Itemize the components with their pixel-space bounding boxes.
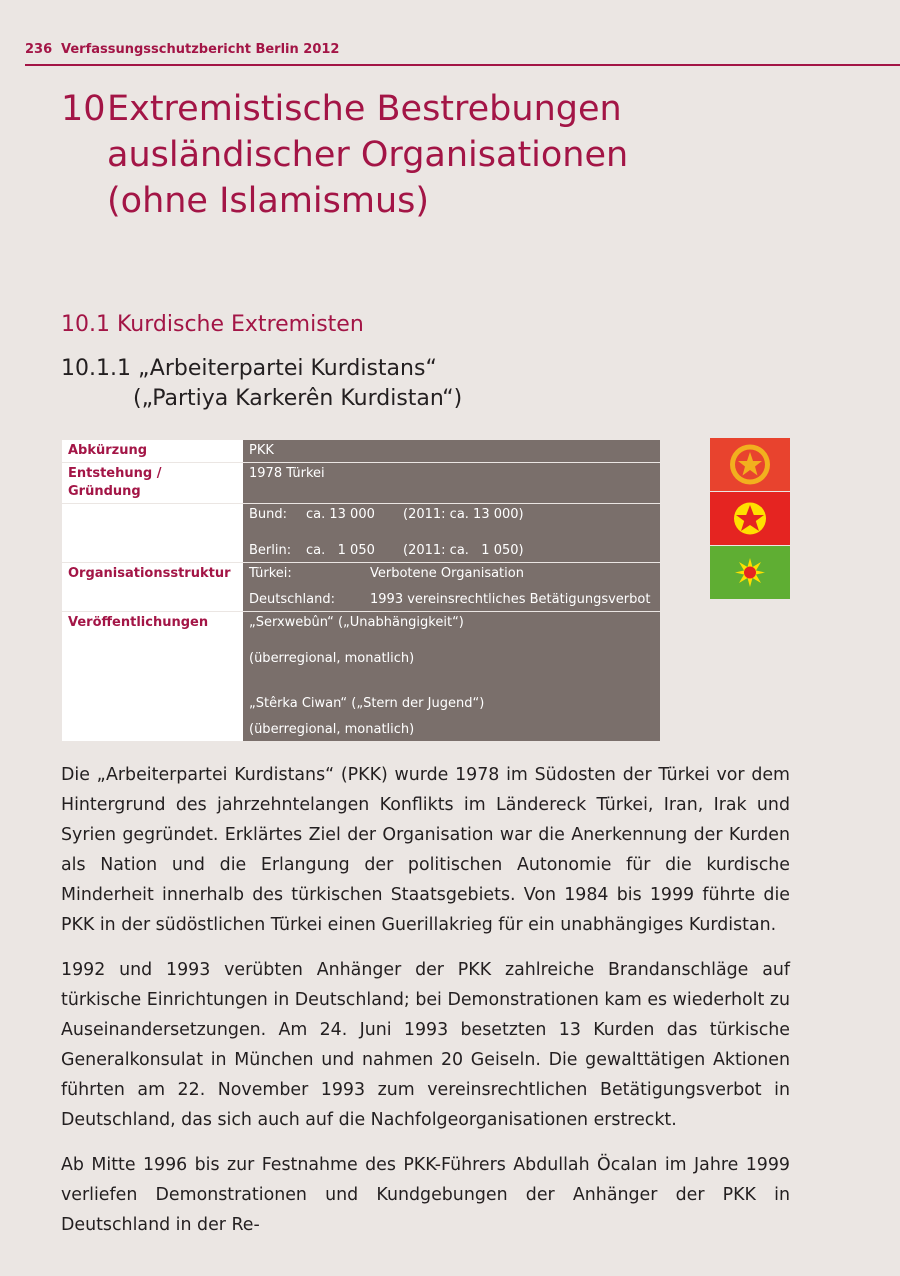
chapter-heading xyxy=(61,86,761,224)
founded-value: 1978 Türkei xyxy=(243,463,660,504)
org-tr-value: Verbotene Organisation xyxy=(370,566,524,581)
pub1-title: „Serxwebûn“ („Unabhängigkeit“) xyxy=(249,615,464,630)
chapter-title-line-1: Extremistische Bestrebungen xyxy=(107,89,622,129)
org-value xyxy=(243,563,660,612)
flags-column xyxy=(710,438,790,600)
facts-table xyxy=(62,440,660,742)
bund-label: Bund: xyxy=(249,507,288,522)
berlin-value: ca. 1 050 xyxy=(306,543,375,558)
bund-prev: (2011: ca. 13 000) xyxy=(403,507,524,522)
pub1-note: (überregional, monatlich) xyxy=(249,651,415,666)
chapter-title-line-2: ausländischer Organisationen xyxy=(107,135,629,175)
table-row xyxy=(62,504,660,563)
founded-label: Entstehung / Gründung xyxy=(62,463,243,504)
pub2-note: (überregional, monatlich) xyxy=(249,722,415,737)
pub-label: Veröffentlichungen xyxy=(62,612,243,742)
subsection-title-line-2: („Partiya Karkerên Kurdistan“) xyxy=(133,386,463,411)
bund-value: ca. 13 000 xyxy=(306,507,375,522)
paragraph-3: Ab Mitte 1996 bis zur Festnahme des PKK-Führers Abdullah Öcalan im Jahre 1999 verliefen Demonstrationen und Kundgebungen der Anhänger der PKK in Deutschland in der Re- xyxy=(61,1155,790,1235)
chapter-number: 10 xyxy=(61,89,106,129)
subsection-number: 10.1.1 xyxy=(61,356,131,381)
section-heading: 10.1 Kurdische Extremisten xyxy=(61,312,364,337)
abbr-label: Abkürzung xyxy=(62,440,243,463)
subsection-title-line-1: „Arbeiterpartei Kurdistans“ xyxy=(137,356,437,381)
pkk-emblem-flag-icon xyxy=(710,438,790,491)
org-tr-label: Türkei: xyxy=(249,566,292,581)
body-text xyxy=(61,760,790,1255)
table-row xyxy=(62,612,660,742)
berlin-label: Berlin: xyxy=(249,543,292,558)
green-star-flag-icon xyxy=(710,546,790,599)
red-star-flag-icon xyxy=(710,492,790,545)
org-de-value: 1993 vereinsrechtliches Betätigungsverbot xyxy=(370,592,651,607)
page-number: 236 xyxy=(25,42,53,57)
abbr-value: PKK xyxy=(243,440,660,463)
paragraph-2: 1992 und 1993 verübten Anhänger der PKK zahlreiche Brandanschläge auf türkische Einrichtungen in Deutschland; bei Demonstrationen kam es wiederholt zu Auseinandersetzungen. Am 24. Juni 1993 besetzten 13 Kurden das türkische Generalkonsulat in München und nahmen 20 Geiseln. Die gewalttätigen Aktionen führten am 22. November 1993 zum vereinsrechtlichen Betätigungsverbot in Deutschland, das sich auch auf die Nachfolgeorganisationen erstreckt. xyxy=(61,960,790,1130)
chapter-title-line-3: (ohne Islamismus) xyxy=(107,181,430,221)
members-label-empty xyxy=(62,504,243,563)
org-de-label: Deutschland: xyxy=(249,592,335,607)
paragraph-1: Die „Arbeiterpartei Kurdistans“ (PKK) wurde 1978 im Südosten der Türkei vor dem Hintergrund des jahrzehntelangen Konflikts im Ländereck Türkei, Iran, Irak und Syrien gegründet. Erklärtes Ziel der Organisation war die Anerkennung der Kurden als Nation und die Erlangung der politischen Autonomie für die kurdische Minderheit innerhalb des türkischen Staatsgebiets. Von 1984 bis 1999 führte die PKK in der südöstlichen Türkei einen Guerillakrieg für ein unabhängiges Kurdistan. xyxy=(61,765,790,935)
running-head xyxy=(25,40,900,66)
running-title: Verfassungsschutzbericht Berlin 2012 xyxy=(61,42,340,57)
berlin-prev: (2011: ca. 1 050) xyxy=(403,543,524,558)
org-label: Organisationsstruktur xyxy=(62,563,243,612)
table-row xyxy=(62,463,660,504)
table-row xyxy=(62,563,660,612)
pub2-title: „Stêrka Ciwan“ („Stern der Jugend“) xyxy=(249,696,485,711)
table-row xyxy=(62,440,660,463)
pub-value xyxy=(243,612,660,742)
subsection-heading xyxy=(61,354,462,414)
members-value xyxy=(243,504,660,563)
